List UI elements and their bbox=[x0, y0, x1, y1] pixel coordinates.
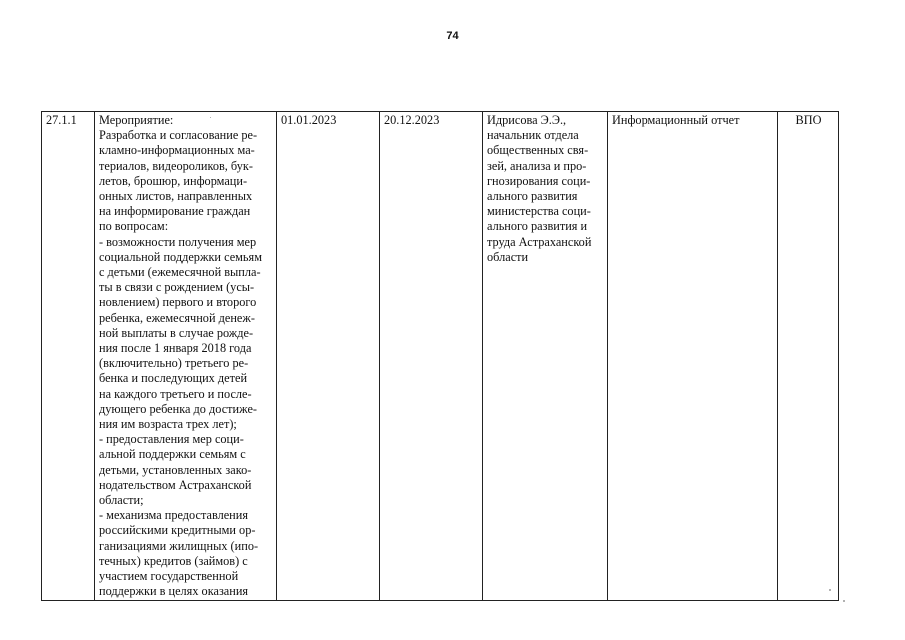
scan-speck bbox=[210, 117, 211, 118]
event-description: Мероприятие: Разработка и согласование ре- кламно-информационных ма- териалов, видеороликов, бук- летов, брошюр, информаци- онных листов, направленных на информирование граждан по вопросам: - возможности получения мер социальной поддержки семьям с детьми (ежемесячной выпла- ты в связи с рождением (усы- новлением) первого и второго ребенка, ежемесячной денеж- ной выплаты в случае рожде- ния после 1 января 2018 года (включительно) третьего ре- бенка и последующих детей на каждого третьего и после- дующего ребенка до достиже- ния им возраста трех лет); - предоставления мер соци- альной поддержки семьям с детьми, установленных зако- нодательством Астраханской области; - механизма предоставления российскими кредитными ор- ганизациями жилищных (ипо- течных) кредитов (займов) с участием государственной поддержки в целях оказания bbox=[99, 113, 262, 599]
result-type-cell bbox=[608, 112, 778, 601]
organization-code: ВПО bbox=[795, 113, 822, 127]
responsible-person: Идрисова Э.Э., начальник отдела общественных свя- зей, анализа и про- гнозирования соци- ального развития министерства соци- ального развития и труда Астраханской области bbox=[487, 113, 592, 264]
end-date-cell bbox=[380, 112, 483, 601]
activity-plan-table bbox=[41, 111, 839, 601]
scan-speck bbox=[843, 600, 845, 602]
start-date-cell bbox=[277, 112, 380, 601]
scan-speck bbox=[829, 589, 831, 591]
responsible-person-cell bbox=[483, 112, 608, 601]
table-row bbox=[42, 112, 839, 601]
start-date: 01.01.2023 bbox=[281, 113, 337, 127]
item-code: 27.1.1 bbox=[46, 113, 77, 127]
end-date: 20.12.2023 bbox=[384, 113, 440, 127]
item-code-cell bbox=[42, 112, 95, 601]
event-description-cell bbox=[95, 112, 277, 601]
result-type: Информационный отчет bbox=[612, 113, 740, 127]
page-number: 74 bbox=[446, 30, 459, 42]
organization-cell bbox=[778, 112, 839, 601]
